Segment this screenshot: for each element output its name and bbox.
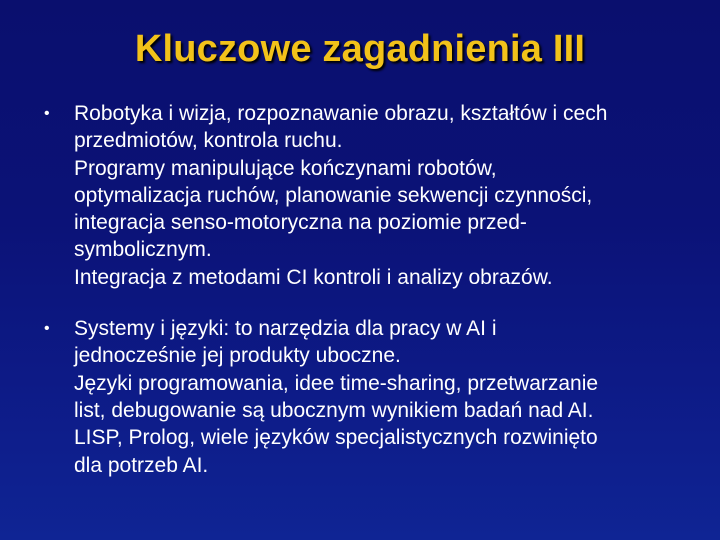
bullet-line: Systemy i języki: to narzędzia dla pracy w AI i [74,317,497,341]
bullet-line: symbolicznym. [74,238,212,262]
bullet-item-robotics [44,100,704,291]
bullet-line: Integracja z metodami CI kontroli i analizy obrazów. [74,265,553,289]
bullet-list [44,100,704,479]
bullet-item-systems [44,315,704,479]
bullet-line: Języki programowania, idee time-sharing, przetwarzanie [74,371,599,395]
bullet-line: Programy manipulujące kończynami robotów, [74,156,497,180]
bullet-line: list, debugowanie są ubocznym wynikiem badań nad AI. [74,398,594,422]
bullet-line: integracja senso-motoryczna na poziomie przed- [74,211,527,235]
slide-title: Kluczowe zagadnienia III [134,28,586,70]
bullet-line: optymalizacja ruchów, planowanie sekwencji czynności, [74,183,593,207]
bullet-line: LISP, Prolog, wiele języków specjalistycznych rozwinięto [74,426,598,450]
bullet-line: przedmiotów, kontrola ruchu. [74,129,343,153]
bullet-line: jednocześnie jej produkty uboczne. [74,344,401,368]
bullet-line: Robotyka i wizja, rozpoznawanie obrazu, kształtów i cech [74,102,608,125]
bullet-marker: • [44,320,50,338]
bullet-marker: • [44,105,50,122]
bullet-line: dla potrzeb AI. [74,453,209,477]
